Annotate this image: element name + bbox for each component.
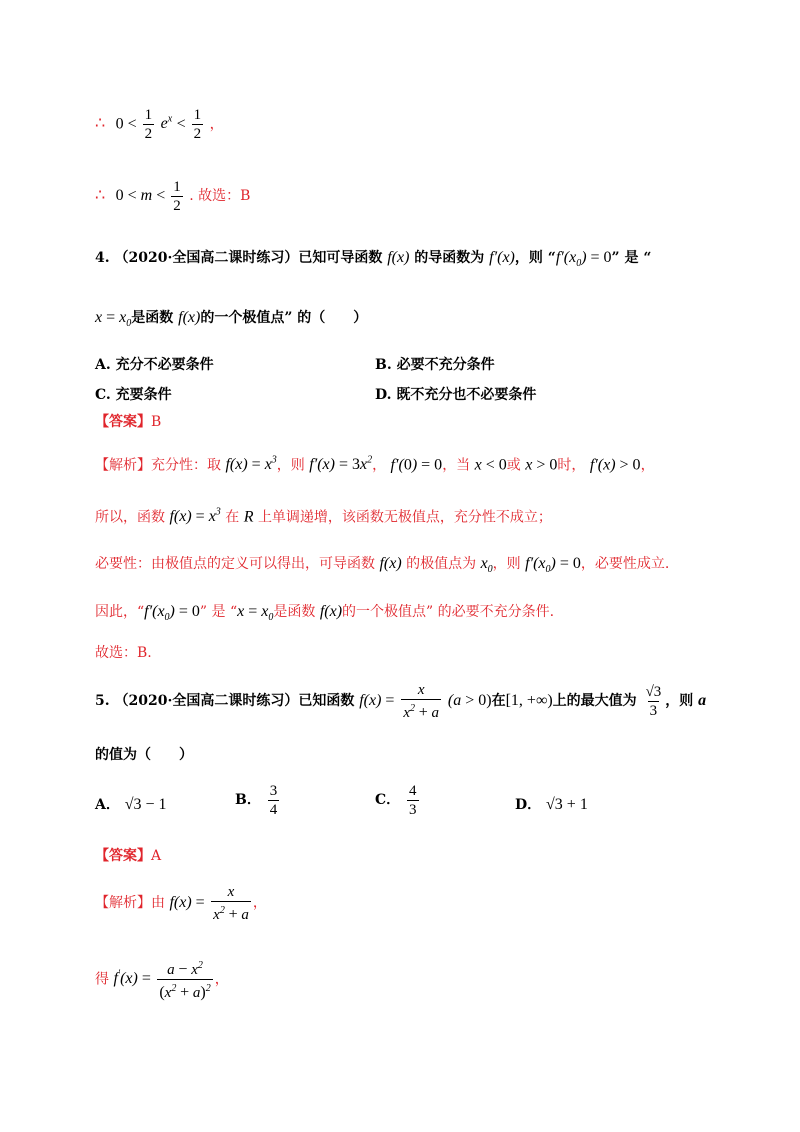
analysis-label: 【解析】 [95, 895, 151, 911]
question-source: （2020·全国高二课时练习） [114, 693, 299, 709]
math-expr: $x = x_0$ [237, 603, 274, 624]
answer-value: B [151, 414, 162, 430]
q4-option-b[interactable]: B. 必要不充分条件 [375, 357, 495, 373]
math-expr: 0 < m < [115, 187, 170, 204]
math-expr: f′(x) = [113, 969, 151, 988]
math-expr: < [176, 115, 190, 133]
fraction: $\frac{√3}{3}$ [645, 683, 662, 719]
analysis-text: ， [214, 971, 229, 988]
analysis-text: 充分性：取 [151, 457, 221, 474]
q5-analysis-line-2 [95, 945, 740, 1005]
therefore-symbol: ∴ [95, 185, 106, 204]
analysis-text: 的极值点为 [406, 556, 477, 572]
question-source: （2020·全国高二课时练习） [114, 250, 299, 266]
q5-option-b[interactable] [235, 775, 281, 825]
math-expr: x < 0 [474, 456, 507, 474]
math-expr: f(x) [379, 555, 402, 572]
q5-answer [95, 846, 740, 866]
stem-var: a [698, 692, 707, 709]
math-expr: $f'(x) = 3x^2$ [309, 455, 373, 474]
stem-text: 已知函数 [298, 693, 355, 709]
analysis-text: ” 是 “ [199, 604, 238, 620]
math-expr: f(x) = [169, 894, 205, 911]
math-expr: √3 + 1 [546, 796, 588, 813]
math-expr: 0 < [115, 115, 141, 133]
analysis-text: ， [252, 895, 267, 911]
math-expr: f(x) [178, 309, 201, 326]
q4-analysis-line-4 [95, 596, 740, 628]
fraction: $\frac{x}{x^2 + a}$ [403, 681, 440, 721]
q4-analysis-line-5 [95, 643, 740, 663]
fraction: $\frac{3}{4}$ [269, 782, 278, 818]
analysis-text: ，必要性成立. [580, 556, 670, 572]
analysis-text: ，当 [442, 457, 471, 474]
stem-text: ” 是 “ [611, 250, 652, 266]
stem-text: 的值为（ ） [95, 747, 193, 763]
fraction: $\frac{a - x^2}{(x^2 + a)^2}$ [159, 959, 211, 1001]
math-expr: $e^x$ [160, 114, 173, 133]
q4-analysis-line-2 [95, 497, 740, 529]
analysis-text: 的一个极值点” 的必要不充分条件. [342, 604, 555, 620]
math-expr: f(x) = [359, 692, 395, 709]
math-expr: f(x) [387, 249, 410, 266]
analysis-text: 所以，函数 [95, 509, 165, 526]
question-number: 4. [95, 250, 110, 266]
math-expr: (a > 0) [447, 692, 492, 709]
stem-text: 上的最大值为 [552, 693, 637, 709]
analysis-text: 故选：B. [95, 645, 152, 661]
analysis-text: 或 [506, 457, 521, 474]
fraction: $\frac{x}{x^2 + a}$ [213, 883, 249, 923]
q5-option-c[interactable] [375, 775, 421, 825]
analysis-text: ， [640, 457, 655, 474]
q5-stem-line-2 [95, 745, 740, 765]
punct: ， [209, 116, 224, 133]
math-expr: R [243, 508, 254, 526]
choose-text: . 故选：B [189, 188, 251, 204]
q5-option-d[interactable] [515, 785, 588, 825]
question-number: 5. [95, 693, 110, 709]
math-expr: [1, +∞) [505, 692, 553, 709]
math-expr: $x = x_0$ [95, 309, 132, 330]
math-expr: $f'(x_0) = 0$ [555, 249, 612, 270]
math-expr: x > 0 [525, 456, 558, 474]
stem-text: 在 [491, 693, 506, 709]
fraction: $\frac{1}{2}$ [173, 178, 181, 214]
stem-text: 是函数 [131, 310, 174, 326]
stem-text: 的一个极值点” 的（ ） [200, 310, 368, 326]
analysis-text: 是函数 [273, 604, 316, 620]
q4-answer [95, 412, 740, 432]
math-expr: $f'(x_0) = 0$ [525, 555, 581, 576]
analysis-text: 因此，“ [95, 604, 145, 620]
math-expr: $f(x) = x^3$ [169, 507, 221, 526]
math-expr: f′(x) > 0 [589, 456, 641, 474]
analysis-text: ，则 [492, 556, 521, 572]
math-expr: f′(x) [489, 249, 515, 266]
math-expr: f(x) [319, 603, 343, 620]
math-expr: $f(x) = x^3$ [225, 455, 277, 474]
stem-text: ，则 [665, 693, 694, 709]
math-expr: f′(0) = 0 [390, 456, 443, 474]
analysis-text: 在 [225, 509, 240, 526]
analysis-text: 上单调递增，该函数无极值点，充分性不成立； [257, 509, 552, 526]
step-line-2 [95, 175, 740, 215]
q4-option-d[interactable]: D. 既不充分也不必要条件 [375, 387, 537, 403]
q4-stem-line-2 [95, 308, 740, 334]
analysis-text: 得 [95, 971, 109, 988]
fraction: $\frac{1}{2}$ [144, 106, 153, 142]
stem-text: 已知可导函数 [298, 250, 383, 266]
analysis-text: 必要性：由极值点的定义可以得出，可导函数 [95, 556, 375, 572]
fraction: $\frac{1}{2}$ [193, 106, 202, 142]
analysis-text: 时， [557, 457, 586, 474]
step-line-1 [95, 100, 740, 140]
q5-analysis-line-1 [95, 878, 740, 928]
stem-text: ，则 “ [514, 250, 556, 266]
therefore-symbol: ∴ [95, 113, 106, 133]
answer-label: 【答案】 [95, 414, 151, 430]
analysis-label: 【解析】 [95, 457, 151, 474]
q4-analysis-line-3 [95, 548, 740, 580]
q4-analysis-line-1 [95, 445, 740, 477]
answer-label: 【答案】 [95, 848, 151, 864]
answer-value: A [151, 848, 162, 864]
analysis-text: ， [372, 457, 387, 474]
option-label: C． [375, 792, 401, 808]
math-expr: $x_0$ [480, 555, 493, 576]
fraction: $\frac{4}{3}$ [409, 782, 417, 818]
stem-text: 的导函数为 [414, 250, 485, 266]
q4-stem-line-1 [95, 248, 740, 274]
analysis-text: ，则 [276, 457, 305, 474]
option-label: A． [95, 797, 120, 813]
q5-option-a[interactable] [95, 785, 167, 825]
analysis-text: 由 [151, 895, 165, 911]
math-expr: √3 − 1 [124, 796, 167, 813]
q4-option-c[interactable]: C. 充要条件 [95, 387, 172, 403]
q5-stem-line-1 [95, 676, 740, 726]
option-label: B． [235, 792, 261, 808]
q4-option-a[interactable]: A. 充分不必要条件 [95, 357, 214, 373]
option-label: D． [515, 797, 542, 813]
math-expr: $f'(x_0) = 0$ [144, 603, 200, 624]
